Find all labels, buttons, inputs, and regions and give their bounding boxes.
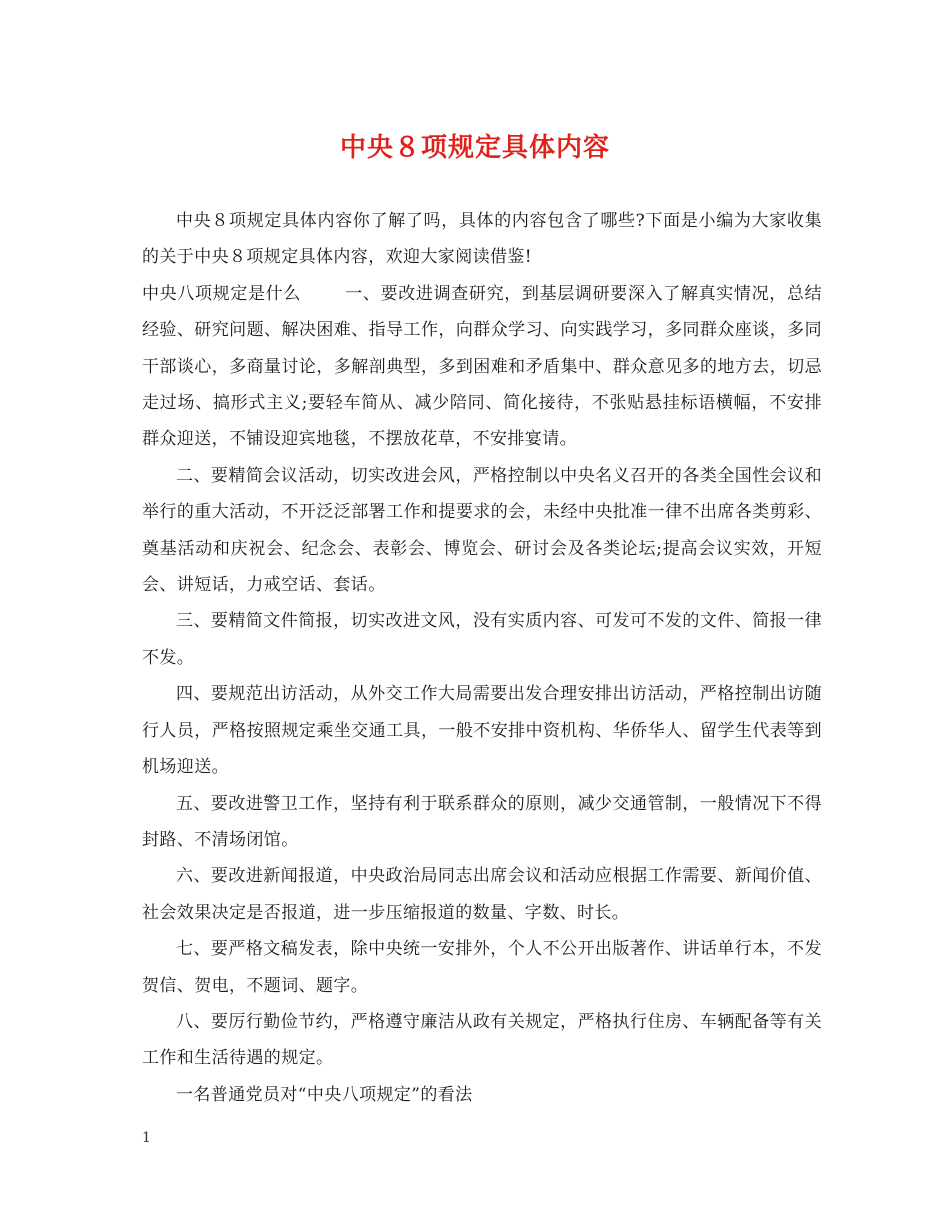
section-paragraph-1	[142, 276, 822, 458]
item-6-paragraph: 六、要改进新闻报道，中央政治局同志出席会议和活动应根据工作需要、新闻价值、社会效果决定是否报道，进一步压缩报道的数量、字数、时长。	[142, 866, 822, 923]
closing-heading: 一名普通党员对“中央八项规定”的看法	[176, 1084, 473, 1105]
item-5-paragraph: 五、要改进警卫工作，坚持有利于联系群众的原则，减少交通管制，一般情况下不得封路、不清场闭馆。	[142, 793, 822, 850]
item-4-paragraph: 四、要规范出访活动，从外交工作大局需要出发合理安排出访活动，严格控制出访随行人员，严格按照规定乘坐交通工具，一般不安排中资机构、华侨华人、留学生代表等到机场迎送。	[142, 684, 822, 778]
item-8-paragraph: 八、要厉行勤俭节约，严格遵守廉洁从政有关规定，严格执行住房、车辆配备等有关工作和生活待遇的规定。	[142, 1011, 822, 1069]
item-1-text: 一、要改进调查研究，到基层调研要深入了解真实情况，总结经验、研究问题、解决困难、指导工作，向群众学习、向实践学习，多同群众座谈，多同干部谈心，多商量讨论，多解剖典型，多到困难和矛盾集中、群众意见多的地方去，切忌走过场、搞形式主义;要轻车简从、减少陪同、简化接待，不张贴悬挂标语横幅，不安排群众迎送，不铺设迎宾地毯，不摆放花草，不安排宴请。	[142, 283, 822, 450]
section-heading: 中央八项规定是什么	[142, 283, 301, 304]
item-3-paragraph: 三、要精简文件简报，切实改进文风，没有实质内容、可发可不发的文件、简报一律不发。	[142, 611, 822, 668]
item-2-paragraph: 二、要精简会议活动，切实改进会风，严格控制以中央名义召开的各类全国性会议和举行的重大活动，不开泛泛部署工作和提要求的会，未经中央批准一律不出席各类剪彩、奠基活动和庆祝会、纪念会、表彰会、博览会、研讨会及各类论坛;提高会议实效，开短会、讲短话，力戒空话、套话。	[142, 465, 822, 596]
page-number: 1	[142, 1130, 151, 1146]
document-title: 中央８项规定具体内容	[339, 133, 610, 163]
intro-paragraph: 中央８项规定具体内容你了解了吗，具体的内容包含了哪些?下面是小编为大家收集的关于中央８项规定具体内容，欢迎大家阅读借鉴!	[142, 211, 822, 268]
document-body	[142, 203, 822, 1113]
item-7-paragraph: 七、要严格文稿发表，除中央统一安排外，个人不公开出版著作、讲话单行本，不发贺信、贺电，不题词、题字。	[142, 939, 822, 996]
